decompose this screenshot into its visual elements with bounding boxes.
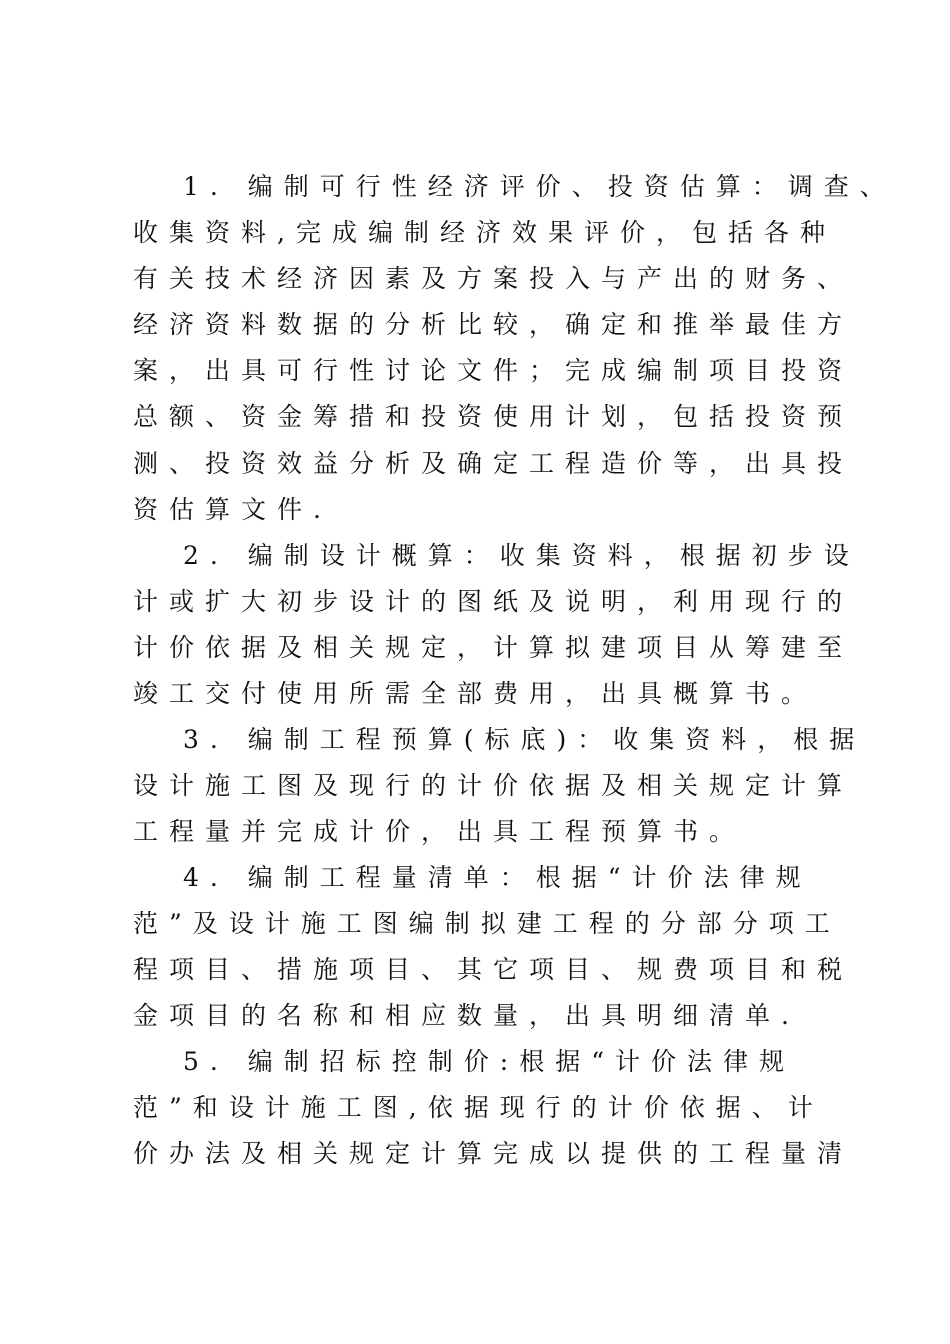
- paragraph-3-line-1: 3. 编制工程预算(标底)：收集资料，根据: [183, 725, 866, 754]
- paragraph-1-line-1: 1. 编制可行性经济评价、投资估算：调查、: [183, 172, 896, 201]
- paragraph-5-line-1: 5. 编制招标控制价:根据“计价法律规: [183, 1047, 796, 1076]
- paragraph-2-line-2: 计或扩大初步设计的图纸及说明，利用现行的: [133, 587, 854, 616]
- paragraph-4-line-1: 4. 编制工程量清单：根据“计价法律规: [183, 863, 812, 892]
- paragraph-2-line-4: 竣工交付使用所需全部费用，出具概算书。: [133, 679, 818, 708]
- paragraph-1-line-5: 案，出具可行性讨论文件；完成编制项目投资: [133, 356, 854, 385]
- paragraph-5-line-2: 范”和设计施工图,依据现行的计价依据、计: [133, 1093, 824, 1122]
- paragraph-1-line-8: 资估算文件.: [133, 495, 332, 524]
- paragraph-2-line-3: 计价依据及相关规定，计算拟建项目从筹建至: [133, 633, 854, 662]
- paragraph-1-line-6: 总额、资金筹措和投资使用计划，包括投资预: [133, 402, 854, 431]
- paragraph-3-line-2: 设计施工图及现行的计价依据及相关规定计算: [133, 771, 854, 800]
- paragraph-5-line-3: 价办法及相关规定计算完成以提供的工程量清: [133, 1139, 854, 1168]
- paragraph-1-line-4: 经济资料数据的分析比较，确定和推举最佳方: [133, 310, 854, 339]
- paragraph-1-line-2: 收集资料,完成编制经济效果评价，包括各种: [133, 218, 836, 247]
- paragraph-1-line-7: 测、投资效益分析及确定工程造价等，出具投: [133, 449, 854, 478]
- paragraph-1-line-3: 有关技术经济因素及方案投入与产出的财务、: [133, 264, 854, 293]
- paragraph-4-line-3: 程项目、措施项目、其它项目、规费项目和税: [133, 955, 854, 984]
- paragraph-4-line-4: 金项目的名称和相应数量，出具明细清单.: [133, 1001, 800, 1030]
- paragraph-3-line-3: 工程量并完成计价，出具工程预算书。: [133, 817, 746, 846]
- paragraph-2-line-1: 2. 编制设计概算：收集资料，根据初步设: [183, 541, 860, 570]
- paragraph-4-line-2: 范”及设计施工图编制拟建工程的分部分项工: [133, 909, 841, 938]
